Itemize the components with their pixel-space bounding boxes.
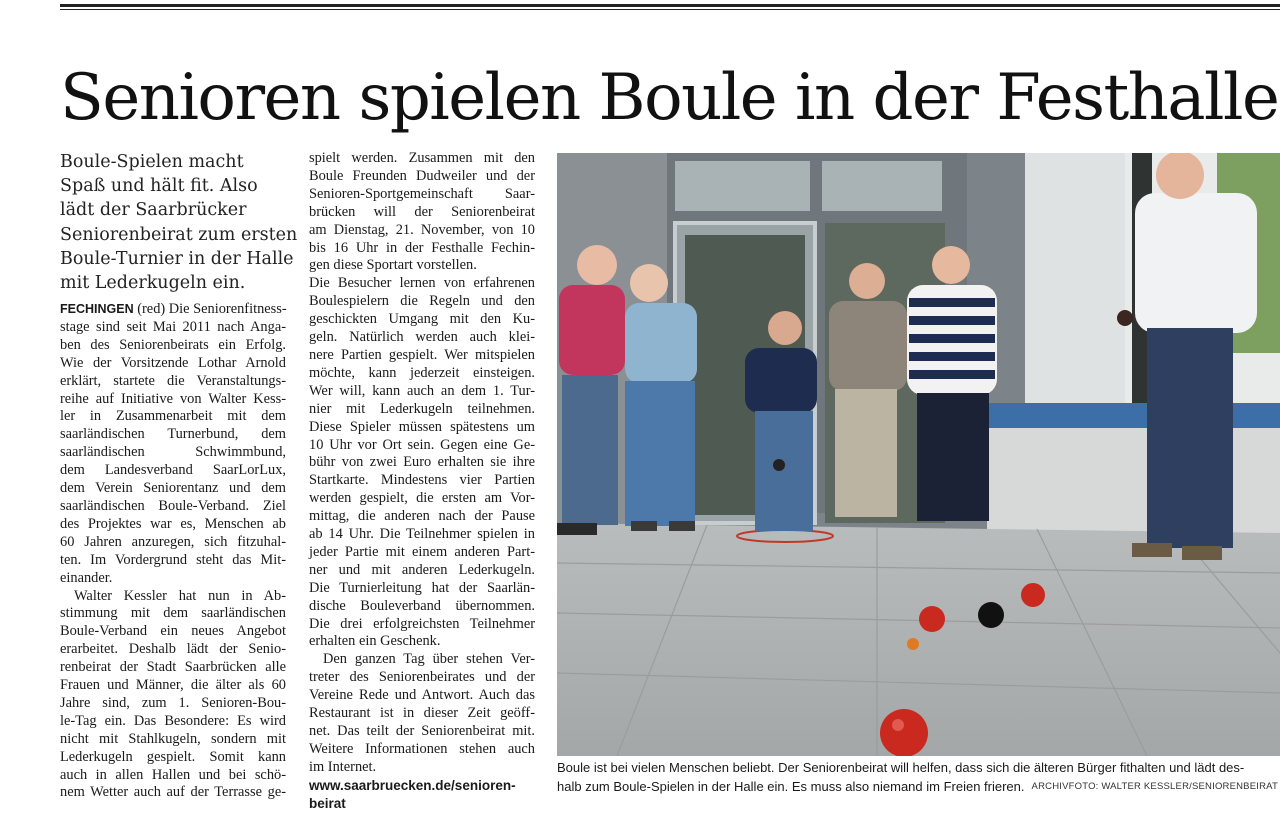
headline: Senioren spielen Boule in der Festhalle bbox=[60, 61, 1279, 135]
article-line: net. Das teilt der Seniorenbeirat mit. bbox=[309, 723, 535, 739]
article-line: ben des Seniorenbeirats ein Erfolg. bbox=[60, 336, 286, 353]
article-line: brücken will der Seniorenbeirat bbox=[309, 203, 535, 220]
article-line: nem Wetter auch auf der Terrasse ge- bbox=[60, 784, 286, 801]
article-line: Den ganzen Tag über stehen Ver- bbox=[323, 651, 535, 668]
article-line: ler in Zusammenarbeit mit dem bbox=[60, 408, 286, 425]
article-line: treter des Seniorenbeirates und der bbox=[309, 669, 535, 686]
article-line: nere Partien gespielt. Wer mitspielen bbox=[309, 346, 535, 363]
teaser-line: Seniorenbeirat zum ersten bbox=[60, 224, 298, 245]
article-line: geschickten Umgang mit den Ku- bbox=[309, 311, 535, 328]
article-line: Lederkugeln gespielt. Somit kann bbox=[60, 748, 286, 765]
article-column-1 bbox=[60, 301, 286, 802]
article-line: Die Besucher lernen von erfahrenen bbox=[309, 275, 535, 292]
article-line: spielt werden. Zusammen mit den bbox=[309, 150, 535, 166]
article-line: saarländischen Boule-Verband. Ziel bbox=[60, 497, 286, 514]
article-line: Restaurant ist in dieser Zeit geöff- bbox=[309, 705, 535, 722]
top-rule bbox=[60, 4, 1280, 7]
article-line: geln. Natürlich werden auch klei- bbox=[309, 329, 535, 346]
article-line: bühr von zwei Euro erhalten sie ihre bbox=[309, 454, 535, 471]
web-link[interactable]: www.saarbruecken.de/senioren- bbox=[309, 777, 516, 793]
article-line: Diese Spieler müssen spätestens um bbox=[309, 418, 535, 435]
article-line: dem Verein Seniorentanz und dem bbox=[60, 480, 286, 497]
article-line: Vereine Rede und Antwort. Auch das bbox=[309, 687, 535, 704]
teaser-line: Boule-Turnier in der Halle bbox=[60, 248, 294, 269]
dateline: FECHINGEN bbox=[60, 302, 134, 316]
article-line: reihe auf Initiative von Walter Kess- bbox=[60, 390, 286, 407]
article-line: Die Turnierleitung hat der Saarlän- bbox=[309, 579, 535, 596]
article-line: Walter Kessler hat nun in Ab- bbox=[74, 587, 286, 604]
caption-line: Boule ist bei vielen Menschen beliebt. Der Seniorenbeirat will helfen, dass sich die älteren Bürger fithalten und lädt des- bbox=[557, 760, 1245, 775]
article-line: bis 16 Uhr in der Festhalle Fechin- bbox=[309, 239, 535, 256]
article-line: Wer will, kann auch an dem 1. Tur- bbox=[309, 382, 535, 399]
article-line: renbeirat der Stadt Saarbrücken alle bbox=[60, 659, 286, 676]
photo-credit: ARCHIVFOTO: WALTER KESSLER/SENIORENBEIRAT bbox=[1031, 781, 1278, 792]
article-line: erklärt, startete die Veranstaltungs- bbox=[60, 372, 286, 389]
article-line: am Dienstag, 21. November, von 10 bbox=[309, 221, 535, 238]
web-link-cont[interactable]: beirat bbox=[309, 795, 346, 811]
article-line: des Projektes war es, Menschen ab bbox=[60, 515, 286, 532]
article-line: im Internet. bbox=[309, 758, 377, 775]
article-line: ten. Im Vordergrund steht das Mit- bbox=[60, 551, 286, 568]
article-line: FECHINGEN (red) Die Seniorenfitness- bbox=[60, 301, 287, 317]
article-line: nicht mit Stahlkugeln, sondern mit bbox=[60, 730, 286, 747]
caption-line: halb zum Boule-Spielen in der Halle ein. Es muss also niemand im Freien frieren. bbox=[557, 779, 1025, 794]
article-line: saarländischen Turnerbund, dem bbox=[60, 426, 286, 443]
article-line: Boule Freunden Dudweiler und der bbox=[309, 167, 535, 184]
article-line: gen diese Sportart vorstellen. bbox=[309, 257, 477, 274]
article-line: erhalten ein Geschenk. bbox=[309, 633, 441, 650]
article-line: Jahre sind, zum 1. Senioren-Bou- bbox=[60, 694, 286, 711]
article-line: saarländischen Schwimmbund, bbox=[60, 444, 286, 461]
article-line: mittag, die anderen nach der Pause bbox=[309, 508, 535, 525]
teaser-line: mit Lederkugeln ein. bbox=[60, 273, 246, 294]
article-line: le-Tag ein. Das Besondere: Es wird bbox=[60, 712, 286, 729]
article-line: auch in allen Hallen und bei schö- bbox=[60, 766, 286, 783]
teaser-line: lädt der Saarbrücker bbox=[60, 200, 247, 221]
article-line: Die drei erfolgreichsten Teilnehmer bbox=[309, 615, 535, 632]
teaser-line: Boule-Spielen macht bbox=[60, 152, 244, 172]
article-line: Boule-Verband ein neues Angebot bbox=[60, 623, 286, 640]
article-line: 10 Uhr vor Ort sein. Gegen eine Ge- bbox=[309, 436, 535, 453]
article-line: jeder Partie mit einem anderen Part- bbox=[309, 543, 535, 560]
article-line: 60 Jahren anzuregen, sich fitzuhal- bbox=[60, 533, 286, 550]
article-line: werden gespielt, die ersten am Vor- bbox=[309, 490, 535, 507]
article-line: einander. bbox=[60, 569, 113, 586]
article-line: nier mit Lederkugeln teilnehmen. bbox=[309, 400, 535, 417]
article-line: dem Landesverband SaarLorLux, bbox=[60, 462, 286, 479]
article-line: Weitere Informationen stehen auch bbox=[309, 740, 535, 757]
article-line: ab 14 Uhr. Die Teilnehmer spielen in bbox=[309, 526, 535, 543]
article-line: erarbeitet. Deshalb lädt der Senio- bbox=[60, 641, 286, 658]
article-line: Senioren-Sportgemeinschaft Saar- bbox=[309, 185, 535, 202]
article-line: Wie der Vorsitzende Lothar Arnold bbox=[60, 354, 286, 371]
article-line: stage sind seit Mai 2011 nach Anga- bbox=[60, 318, 286, 335]
article-column-2 bbox=[309, 150, 535, 813]
article-line: Startkarte. Mindestens vier Partien bbox=[309, 472, 535, 489]
teaser-line: Spaß und hält fit. Also bbox=[60, 176, 258, 197]
article-line: möchte, kann jederzeit einsteigen. bbox=[309, 364, 535, 381]
article-line: ner und mit anderen Lederkugeln. bbox=[309, 561, 535, 578]
photo-boule-players bbox=[557, 153, 1280, 756]
article-line: dische Bouleverband übernommen. bbox=[309, 597, 535, 614]
teaser bbox=[60, 150, 298, 295]
top-rule-thin bbox=[60, 9, 1280, 10]
article-line: Boulespielern die Regeln und den bbox=[309, 293, 535, 310]
article-line: stimmung mit dem saarländischen bbox=[60, 605, 286, 622]
article-line: Frauen und Männer, die älter als 60 bbox=[60, 677, 286, 694]
